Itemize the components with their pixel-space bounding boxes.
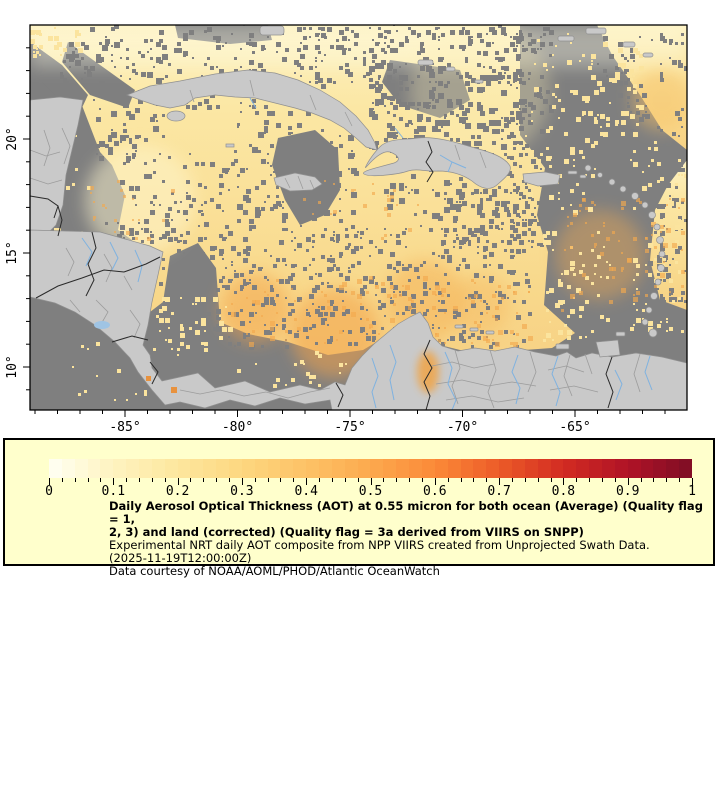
colorbar-minor-tick xyxy=(538,478,539,482)
aot-over-land-costarica xyxy=(146,376,151,381)
y-axis xyxy=(5,48,30,390)
colorbar-segment xyxy=(345,459,358,478)
colorbar-minor-tick xyxy=(280,478,281,482)
colorbar-minor-tick xyxy=(190,478,191,482)
land-bahamas xyxy=(558,36,574,41)
land-bahamas xyxy=(623,42,635,47)
colorbar-segment xyxy=(100,459,113,478)
colorbar-minor-tick xyxy=(165,478,166,482)
colorbar-minor-tick xyxy=(293,478,294,482)
colorbar-segment xyxy=(628,459,641,478)
colorbar-tick-label: 0.7 xyxy=(487,484,511,499)
colorbar-segment xyxy=(319,459,332,478)
colorbar-tick-label: 0.9 xyxy=(615,484,640,499)
y-axis-tick-label: 15° xyxy=(5,241,20,265)
colorbar-minor-tick xyxy=(229,478,230,482)
colorbar-segment xyxy=(165,459,178,478)
colorbar-minor-tick xyxy=(126,478,127,482)
colorbar-minor-tick xyxy=(512,478,513,482)
x-axis-tick-label: -65° xyxy=(559,420,591,435)
colorbar-tick-label: 0.6 xyxy=(423,484,447,499)
colorbar-segment xyxy=(396,459,409,478)
colorbar-segment xyxy=(422,459,435,478)
land-abc-islands xyxy=(470,328,478,331)
colorbar-segment xyxy=(152,459,165,478)
colorbar-segment xyxy=(499,459,512,478)
land-abc-islands xyxy=(486,331,494,334)
colorbar-segment xyxy=(75,459,88,478)
colorbar-segment xyxy=(203,459,216,478)
x-axis-tick-label: -75° xyxy=(334,420,366,435)
land-isla-juventud xyxy=(167,111,185,121)
lake-nicaragua xyxy=(94,321,110,329)
colorbar-minor-tick xyxy=(255,478,256,482)
colorbar-minor-tick xyxy=(576,478,577,482)
land-bahamas xyxy=(586,28,606,34)
colorbar-segment xyxy=(435,459,448,478)
colorbar-minor-tick xyxy=(75,478,76,482)
map-content xyxy=(30,20,693,410)
colorbar-segment xyxy=(589,459,602,478)
legend-title-line1: Daily Aerosol Optical Thickness (AOT) at 0.55 micron for both ocean (Average) (Quality flag = 1, xyxy=(109,499,703,526)
land-virgin-islands xyxy=(568,171,577,174)
colorbar-segment xyxy=(679,459,692,478)
colorbar-segment xyxy=(126,459,139,478)
colorbar-segment xyxy=(190,459,203,478)
colorbar-minor-tick xyxy=(203,478,204,482)
x-axis-tick-label: -80° xyxy=(221,420,254,435)
colorbar-minor-tick xyxy=(448,478,449,482)
colorbar-minor-tick xyxy=(679,478,680,482)
x-axis xyxy=(35,410,665,435)
colorbar-segment xyxy=(525,459,538,478)
colorbar-tick-label: 1 xyxy=(688,484,696,499)
colorbar-minor-tick xyxy=(216,478,217,482)
legend-panel xyxy=(3,438,715,578)
colorbar-tick-label: 0.2 xyxy=(165,484,190,499)
aot-over-land-panama xyxy=(171,387,177,393)
colorbar-minor-tick xyxy=(62,478,63,482)
colorbar-segment xyxy=(538,459,551,478)
land-bahamas xyxy=(260,26,284,35)
colorbar-segment xyxy=(653,459,666,478)
colorbar-segment xyxy=(409,459,422,478)
colorbar-segment xyxy=(332,459,345,478)
colorbar-segment xyxy=(229,459,242,478)
land-bahamas xyxy=(643,53,653,57)
colorbar-segment xyxy=(563,459,576,478)
land-cayman xyxy=(226,144,234,147)
colorbar-minor-tick xyxy=(409,478,410,482)
aot-over-land-maracaibo xyxy=(417,351,439,393)
legend-title-line2: 2, 3) and land (corrected) (Quality flag = 3a derived from VIIRS on SNPP) xyxy=(109,525,584,539)
colorbar-minor-tick xyxy=(383,478,384,482)
colorbar-tick-label: 0.5 xyxy=(358,484,383,499)
colorbar-minor-tick xyxy=(152,478,153,482)
land-virgin-islands xyxy=(580,175,586,178)
colorbar-minor-tick xyxy=(551,478,552,482)
colorbar-segment xyxy=(641,459,654,478)
x-axis-tick-label: -85° xyxy=(109,420,141,435)
colorbar-segment xyxy=(242,459,255,478)
colorbar-segment xyxy=(178,459,191,478)
colorbar-minor-tick xyxy=(486,478,487,482)
legend-credit: Data courtesy of NOAA/AOML/PHOD/Atlantic OceanWatch xyxy=(109,564,440,578)
y-axis-tick-label: 10° xyxy=(5,355,20,379)
legend-timestamp: (2025-11-19T12:00:00Z) xyxy=(109,551,252,565)
colorbar-segment xyxy=(255,459,268,478)
colorbar-segment xyxy=(216,459,229,478)
colorbar-segment xyxy=(383,459,396,478)
colorbar-minor-tick xyxy=(666,478,667,482)
colorbar-segment xyxy=(551,459,564,478)
colorbar-minor-tick xyxy=(345,478,346,482)
colorbar-minor-tick xyxy=(332,478,333,482)
land-abc-islands xyxy=(455,325,463,328)
colorbar-segment xyxy=(666,459,679,478)
colorbar-segment xyxy=(486,459,499,478)
land-bahamas xyxy=(418,60,433,65)
land-bahamas xyxy=(446,67,455,71)
colorbar-segment xyxy=(358,459,371,478)
colorbar-tick-label: 0.4 xyxy=(294,484,318,499)
colorbar-segment xyxy=(473,459,486,478)
colorbar-segment xyxy=(293,459,306,478)
x-axis-tick-label: -70° xyxy=(446,420,479,435)
colorbar-minor-tick xyxy=(396,478,397,482)
colorbar-minor-tick xyxy=(422,478,423,482)
colorbar-segment xyxy=(280,459,293,478)
colorbar-segment xyxy=(306,459,319,478)
land-bahamas xyxy=(475,80,483,83)
colorbar-segment xyxy=(113,459,126,478)
colorbar-segment xyxy=(512,459,525,478)
colorbar-segment xyxy=(139,459,152,478)
colorbar-segment xyxy=(370,459,383,478)
land-tobago xyxy=(616,332,625,336)
colorbar-segment xyxy=(49,459,62,478)
colorbar-minor-tick xyxy=(100,478,101,482)
colorbar-tick-label: 0 xyxy=(45,484,53,499)
colorbar xyxy=(49,459,692,478)
y-axis-tick-label: 20° xyxy=(5,127,20,151)
colorbar-minor-tick xyxy=(88,478,89,482)
colorbar-segment xyxy=(268,459,281,478)
legend-subtitle: Experimental NRT daily AOT composite from NPP VIIRS created from Unprojected Swath Data. xyxy=(109,538,650,552)
colorbar-minor-tick xyxy=(139,478,140,482)
colorbar-segment xyxy=(615,459,628,478)
colorbar-segment xyxy=(62,459,75,478)
colorbar-tick-label: 0.1 xyxy=(101,484,126,499)
colorbar-minor-tick xyxy=(653,478,654,482)
colorbar-segment xyxy=(88,459,101,478)
colorbar-minor-tick xyxy=(615,478,616,482)
colorbar-tick-label: 0.8 xyxy=(551,484,576,499)
colorbar-minor-tick xyxy=(319,478,320,482)
colorbar-minor-tick xyxy=(473,478,474,482)
legend-text-block xyxy=(109,500,709,578)
colorbar-segment xyxy=(576,459,589,478)
colorbar-minor-tick xyxy=(461,478,462,482)
colorbar-minor-tick xyxy=(358,478,359,482)
colorbar-minor-tick xyxy=(641,478,642,482)
colorbar-tick-label: 0.3 xyxy=(230,484,254,499)
colorbar-segment xyxy=(602,459,615,478)
land-margarita xyxy=(556,344,569,349)
colorbar-segment xyxy=(448,459,461,478)
land-trinidad xyxy=(596,340,620,357)
colorbar-minor-tick xyxy=(602,478,603,482)
colorbar-minor-tick xyxy=(525,478,526,482)
colorbar-minor-tick xyxy=(589,478,590,482)
colorbar-segment xyxy=(461,459,474,478)
colorbar-minor-tick xyxy=(268,478,269,482)
